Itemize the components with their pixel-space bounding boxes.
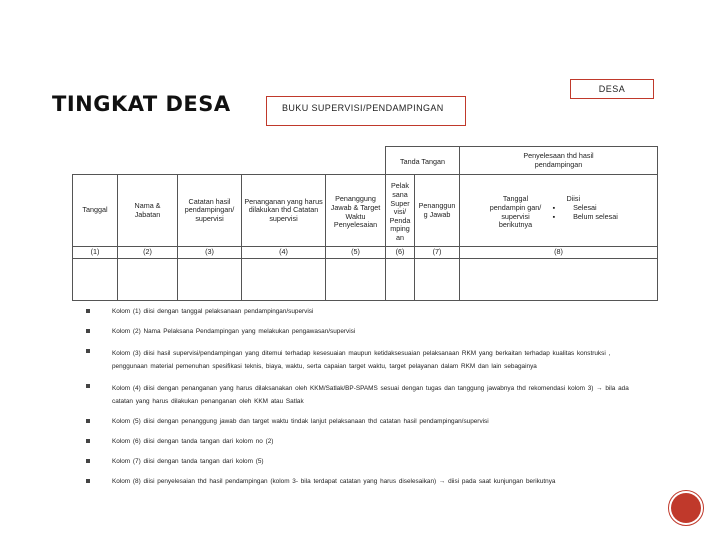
header-spacer-left [73,147,118,175]
header-spacer-left-3 [178,147,242,175]
tanda-tangan-header: Tanda Tangan [386,147,460,175]
bullet-icon [86,309,90,313]
table-cell[interactable] [118,259,178,301]
col-number-4: (4) [242,247,326,259]
col-header-penanggung-jawab-text: Penanggung Jawab & Target Waktu Penyelesaian [330,194,381,230]
bullet-icon [86,459,90,463]
option-selesai-label: Selesai [573,202,597,212]
penyelesaian-header [460,147,658,175]
col-number-6: (6) [386,247,415,259]
note-item [86,477,646,486]
bullet-icon [86,329,90,333]
col-number-5: (5) [326,247,386,259]
col-header-catatan-text: Catatan hasil pendampingan/ supervisi [184,196,235,223]
bullet-icon: ▪ [552,202,556,212]
note-text: Kolom (6) diisi dengan tanda tangan dari kolom no (2) [112,438,274,445]
decorative-circle-fill [671,493,701,523]
notes-list [86,307,646,497]
col-header-tanggal: Tanggal [73,175,118,247]
col-number-8: (8) [460,247,658,259]
header-spacer-left-2 [118,147,178,175]
col-header-penanganan-text: Penanganan yang harus dilakukan thd Catatan supervisi [244,196,323,223]
col-header-pelaksana-text: Pelak sana Super visi/ Penda mping an [389,181,411,243]
col-header-nama [118,175,178,247]
table-cell[interactable] [178,259,242,301]
desa-label: DESA [598,84,626,94]
note-text: Kolom (7) diisi dengan tanda tangan dari kolom (5) [112,458,264,465]
note-text: Kolom (1) diisi dengan tanggal pelaksanaan pendampingan/supervisi [112,308,314,315]
col-header-penanggung-jawab [326,175,386,247]
bullet-icon [86,419,90,423]
table-cell[interactable] [460,259,658,301]
note-item [86,347,646,373]
table-cell[interactable] [326,259,386,301]
book-title-box [266,96,466,126]
table-cell[interactable] [73,259,118,301]
note-item [86,437,646,446]
page-title: TINGKAT DESA [52,92,231,116]
supervision-table [72,146,658,301]
bullet-icon [86,349,90,353]
table-cell[interactable] [242,259,326,301]
option-belum-selesai [553,213,631,222]
note-item [86,327,646,336]
note-item [86,457,646,466]
col-header-penyelesaian [460,175,658,247]
note-text: Kolom (2) Nama Pelaksana Pendampingan yang melakukan pengawasan/supervisi [112,328,356,335]
col-number-7: (7) [415,247,460,259]
col-number-2: (2) [118,247,178,259]
note-item [86,417,646,426]
col-number-1: (1) [73,247,118,259]
note-text: Kolom (5) diisi dengan penanggung jawab dan target waktu tindak lanjut pelaksanaan thd catatan hasil pendampingan/supervisi [112,418,489,425]
penyelesaian-header-text: Penyelesaan thd hasil pendampingan [523,150,594,169]
note-item [86,382,646,408]
header-spacer-5 [326,147,386,175]
note-text: Kolom (3) diisi hasil supervisi/pendampingan yang ditemui terhadap kesesuaian maupun ketidaksesuaian pelaksanaan RKM yang berkaitan terhadap kualitas konstruksi , penggunaan material pemenuhan spesifikasi teknis, biaya, waktu, serta capaian target waktu, target pelayanan dalam RKM dan lain sebagainya [112,350,611,370]
diisi-label: Diisi [566,194,581,204]
col-header-pelaksana [386,175,415,247]
header-spacer-left-4 [242,147,326,175]
col-header-penanggung [415,175,460,247]
book-title: BUKU SUPERVISI/PENDAMPINGAN [282,103,444,113]
col-header-penanggung-text: Penanggun g Jawab [418,200,456,219]
bullet-icon: ▪ [552,211,556,221]
bullet-icon [86,439,90,443]
table-cell[interactable] [415,259,460,301]
col-header-tgl-pendampingan: Tanggal pendampin gan/ supervisi berikutnya [489,194,542,230]
note-text: Kolom (4) diisi dengan penanganan yang harus dilaksanakan oleh KKM/Satlak/BP-SPAMS sesuai dengan tugas dan tanggung jawabnya thd rekomendasi kolom 3) → bila ada catatan yang harus dilakukan penanganan oleh KKM atau Satlak [112,385,629,405]
note-text: Kolom (8) diisi penyelesaian thd hasil pendampingan (kolom 3- bila terdapat catatan yang harus diselesaikan) → diisi pada saat kunjungan berikutnya [112,478,556,485]
bullet-icon [86,479,90,483]
bullet-icon [86,384,90,388]
note-item [86,307,646,316]
decorative-circle-icon [668,490,704,526]
col-number-3: (3) [178,247,242,259]
option-belum-label: Belum selesai [573,211,618,221]
col-header-catatan [178,175,242,247]
desa-label-box [570,79,654,99]
col-header-nama-text: Nama & Jabatan [134,200,161,219]
table-cell[interactable] [386,259,415,301]
col-header-penanganan [242,175,326,247]
